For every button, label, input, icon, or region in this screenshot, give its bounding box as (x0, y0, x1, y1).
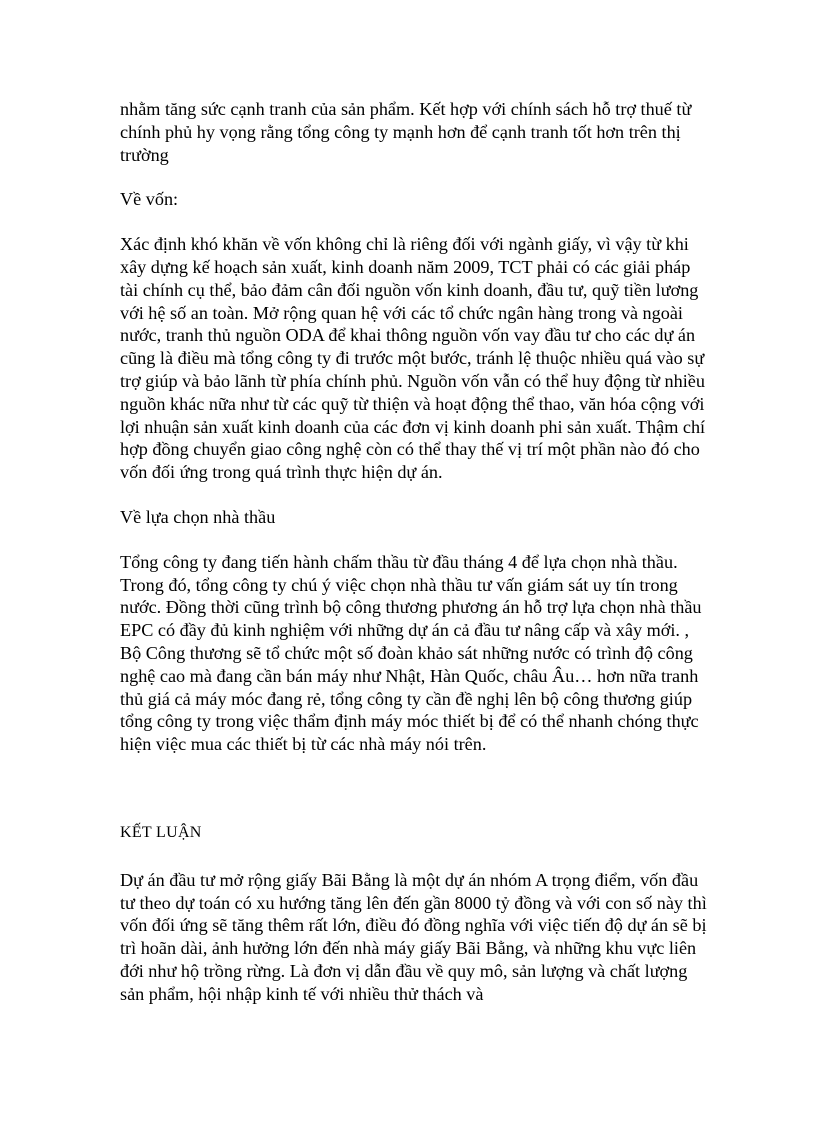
contractor-paragraph: Tổng công ty đang tiến hành chấm thầu từ đầu tháng 4 để lựa chọn nhà thầu. Trong đó, tổng công ty chú ý việc chọn nhà thầu tư vấn giám sát uy tín trong nước. Đồng thời cũng trình bộ công thương phương án hỗ trợ lựa chọn nhà thầu EPC có đầy đủ kinh nghiệm với những dự án cả đầu tư nâng cấp và xây mới. , Bộ Công thương sẽ tổ chức một số đoàn khảo sát những nước có trình độ công nghệ cao mà đang cần bán máy như Nhật, Hàn Quốc, châu Âu… hơn nữa tranh thủ giá cả máy móc đang rẻ, tổng công ty cần đề nghị lên bộ công thương giúp tổng công ty trong việc thẩm định máy móc thiết bị để có thể nhanh chóng thực hiện việc mua các thiết bị từ các nhà máy nói trên. (120, 551, 702, 755)
capital-paragraph: Xác định khó khăn về vốn không chỉ là riêng đối với ngành giấy, vì vậy từ khi xây dựng kế hoạch sản xuất, kinh doanh năm 2009, TCT phải có các giải pháp tài chính cụ thể, bảo đảm cân đối nguồn vốn kinh doanh, đầu tư, quỹ tiền lương với hệ số an toàn. Mở rộng quan hệ với các tổ chức ngân hàng trong và ngoài nước, tranh thủ nguồn ODA để khai thông nguồn vốn vay đầu tư cho các dự án cũng là điều mà tổng công ty đi trước một bước, tránh lệ thuộc nhiều quá vào sự trợ giúp và bảo lãnh từ phía chính phủ. Nguồn vốn vẫn có thể huy động từ nhiều nguồn khác nữa như từ các quỹ từ thiện và hoạt động thể thao, văn hóa cộng với lợi nhuận sản xuất kinh doanh của các đơn vị kinh doanh phi sản xuất. Thậm chí hợp đồng chuyển giao công nghệ còn có thể thay thế vị trí một phần nào đó cho vốn đối ứng trong quá trình thực hiện dự án. (120, 234, 706, 483)
contractor-heading: Về lựa chọn nhà thầu (120, 506, 276, 527)
conclusion-paragraph: Dự án đầu tư mở rộng giấy Bãi Bằng là một dự án nhóm A trọng điểm, vốn đầu tư theo dự toán có xu hướng tăng lên đến gần 8000 tỷ đồng và với con số này thì vốn đối ứng sẽ tăng thêm rất lớn, điều đó đồng nghĩa với việc tiến độ dự án sẽ bị trì hoãn dài, ảnh hưởng lớn đến nhà máy giấy Bãi Bằng, và những khu vực liên đới như hộ trồng rừng. Là đơn vị dẫn đầu về quy mô, sản lượng và chất lượng sản phẩm, hội nhập kinh tế với nhiều thử thách và (120, 869, 707, 1004)
conclusion-heading: KẾT LUẬN (120, 823, 202, 841)
capital-heading: Về vốn: (120, 189, 179, 210)
document-body (120, 98, 710, 1006)
intro-paragraph: nhằm tăng sức cạnh tranh của sản phẩm. Kết hợp với chính sách hỗ trợ thuế từ chính phủ hy vọng rằng tổng công ty mạnh hơn để cạnh tranh tốt hơn trên thị trường (120, 99, 692, 165)
